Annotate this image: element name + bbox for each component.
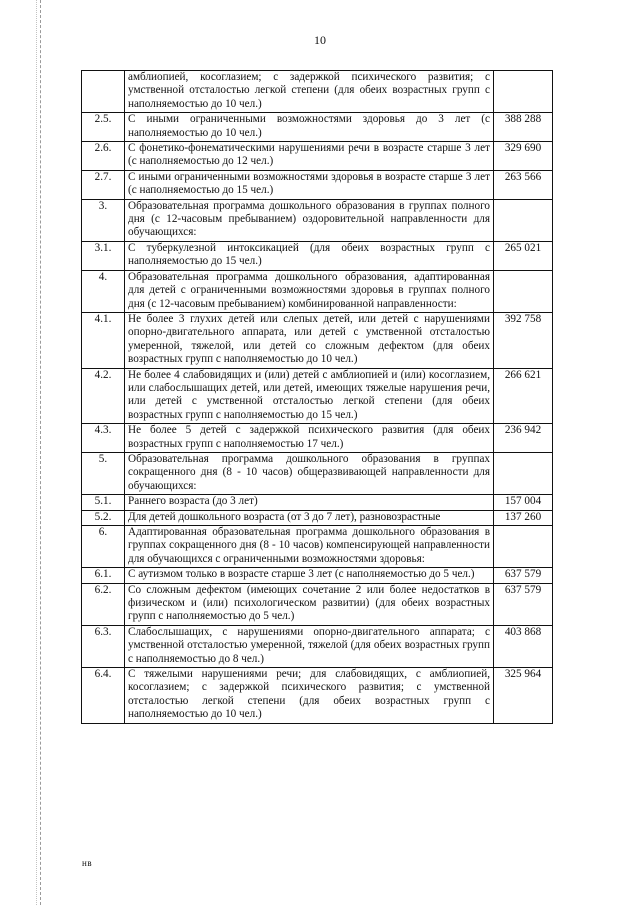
row-number: 4.2. xyxy=(82,368,125,424)
row-value: 403 868 xyxy=(494,625,553,667)
table-row xyxy=(82,170,553,199)
row-number: 2.5. xyxy=(82,113,125,142)
row-description: Адаптированная образовательная программа дошкольного образования в группах сокращенного дня (8 - 10 часов) компенсирующей направленности для обучающихся с ограниченными возможностями здоровья: xyxy=(125,526,494,568)
row-description: амблиопией, косоглазием; с задержкой психического развития; с умственной отсталостью легкой степени (для обеих возрастных групп с наполняемостью до 10 чел.) xyxy=(125,71,494,113)
row-description: Образовательная программа дошкольного образования в группах полного дня (с 12-часовым пребыванием) оздоровительной направленности для обучающихся: xyxy=(125,199,494,241)
row-number xyxy=(82,71,125,113)
table-row xyxy=(82,495,553,510)
table-row xyxy=(82,583,553,625)
row-value: 157 004 xyxy=(494,495,553,510)
table-row xyxy=(82,142,553,171)
row-description: С иными ограниченными возможностями здоровья до 3 лет (с наполняемостью до 10 чел.) xyxy=(125,113,494,142)
row-number: 6.4. xyxy=(82,668,125,724)
scan-edge-line xyxy=(36,0,37,905)
row-value xyxy=(494,71,553,113)
table-row xyxy=(82,668,553,724)
row-number: 6.1. xyxy=(82,568,125,583)
table-row xyxy=(82,452,553,494)
row-description: С иными ограниченными возможностями здоровья в возрасте старше 3 лет (с наполняемостью до 15 чел.) xyxy=(125,170,494,199)
row-number: 3. xyxy=(82,199,125,241)
table-row xyxy=(82,510,553,525)
row-value: 329 690 xyxy=(494,142,553,171)
row-number: 5.1. xyxy=(82,495,125,510)
table-row xyxy=(82,625,553,667)
row-value xyxy=(494,199,553,241)
table-row xyxy=(82,368,553,424)
row-description: С аутизмом только в возрасте старше 3 лет (с наполняемостью до 5 чел.) xyxy=(125,568,494,583)
row-description: Раннего возраста (до 3 лет) xyxy=(125,495,494,510)
row-description: С тяжелыми нарушениями речи; для слабовидящих, с амблиопией, косоглазием; с задержкой психического развития; с умственной отсталостью легкой степени (для обеих возрастных групп с наполняемостью до 10 чел.) xyxy=(125,668,494,724)
row-number: 4.3. xyxy=(82,424,125,453)
row-number: 6. xyxy=(82,526,125,568)
row-value: 265 021 xyxy=(494,241,553,270)
row-description: С туберкулезной интоксикацией (для обеих возрастных групп с наполняемостью до 15 чел.) xyxy=(125,241,494,270)
row-number: 2.6. xyxy=(82,142,125,171)
row-value xyxy=(494,270,553,312)
row-value: 392 758 xyxy=(494,312,553,368)
row-value: 637 579 xyxy=(494,583,553,625)
row-number: 5. xyxy=(82,452,125,494)
row-description: Слабослышащих, с нарушениями опорно-двигательного аппарата; с умственной отсталостью умеренной, тяжелой (для обеих возрастных групп с наполняемостью до 8 чел.) xyxy=(125,625,494,667)
table-row xyxy=(82,270,553,312)
footer-initials: нв xyxy=(82,858,93,868)
table-row xyxy=(82,424,553,453)
row-description: Не более 4 слабовидящих и (или) детей с амблиопией и (или) косоглазием, или слабослышащих детей, или детей, имеющих тяжелые нарушения речи, или детей с умственной отсталостью легкой степени (для обеих возрастных групп с наполняемостью до 15 чел.) xyxy=(125,368,494,424)
table-row xyxy=(82,312,553,368)
row-description: Образовательная программа дошкольного образования в группах сокращенного дня (8 - 10 часов) общеразвивающей направленности для обучающихся: xyxy=(125,452,494,494)
row-number: 4.1. xyxy=(82,312,125,368)
row-number: 6.2. xyxy=(82,583,125,625)
tariff-table xyxy=(81,70,553,724)
row-value xyxy=(494,452,553,494)
row-description: С фонетико-фонематическими нарушениями речи в возрасте старше 3 лет (с наполняемостью до 12 чел.) xyxy=(125,142,494,171)
row-value: 137 260 xyxy=(494,510,553,525)
row-description: Для детей дошкольного возраста (от 3 до 7 лет), разновозрастные xyxy=(125,510,494,525)
row-number: 4. xyxy=(82,270,125,312)
row-value xyxy=(494,526,553,568)
row-value: 325 964 xyxy=(494,668,553,724)
row-value: 637 579 xyxy=(494,568,553,583)
row-description: Не более 5 детей с задержкой психического развития (для обеих возрастных групп с наполняемостью 17 чел.) xyxy=(125,424,494,453)
row-description: Со сложным дефектом (имеющих сочетание 2 или более недостатков в физическом и (или) психологическом развитии) (для обеих возрастных групп с наполняемостью до 5 чел.) xyxy=(125,583,494,625)
row-number: 5.2. xyxy=(82,510,125,525)
table-row xyxy=(82,71,553,113)
row-value: 236 942 xyxy=(494,424,553,453)
table-row xyxy=(82,568,553,583)
row-description: Образовательная программа дошкольного образования, адаптированная для детей с ограниченными возможностями здоровья в группах полного дня (с 12-часовым пребыванием) комбинированной направленности: xyxy=(125,270,494,312)
row-value: 388 288 xyxy=(494,113,553,142)
scan-edge-line xyxy=(40,0,41,905)
row-number: 3.1. xyxy=(82,241,125,270)
table-row xyxy=(82,241,553,270)
row-number: 6.3. xyxy=(82,625,125,667)
table-row xyxy=(82,526,553,568)
table-row xyxy=(82,199,553,241)
table-row xyxy=(82,113,553,142)
row-value: 266 621 xyxy=(494,368,553,424)
row-description: Не более 3 глухих детей или слепых детей, или детей с нарушениями опорно-двигательного аппарата, или детей с умственной отсталостью умеренной, тяжелой, или детей со сложным дефектом (для обеих возрастных групп с наполняемостью до 10 чел.) xyxy=(125,312,494,368)
row-number: 2.7. xyxy=(82,170,125,199)
page-number: 10 xyxy=(314,33,326,47)
row-value: 263 566 xyxy=(494,170,553,199)
